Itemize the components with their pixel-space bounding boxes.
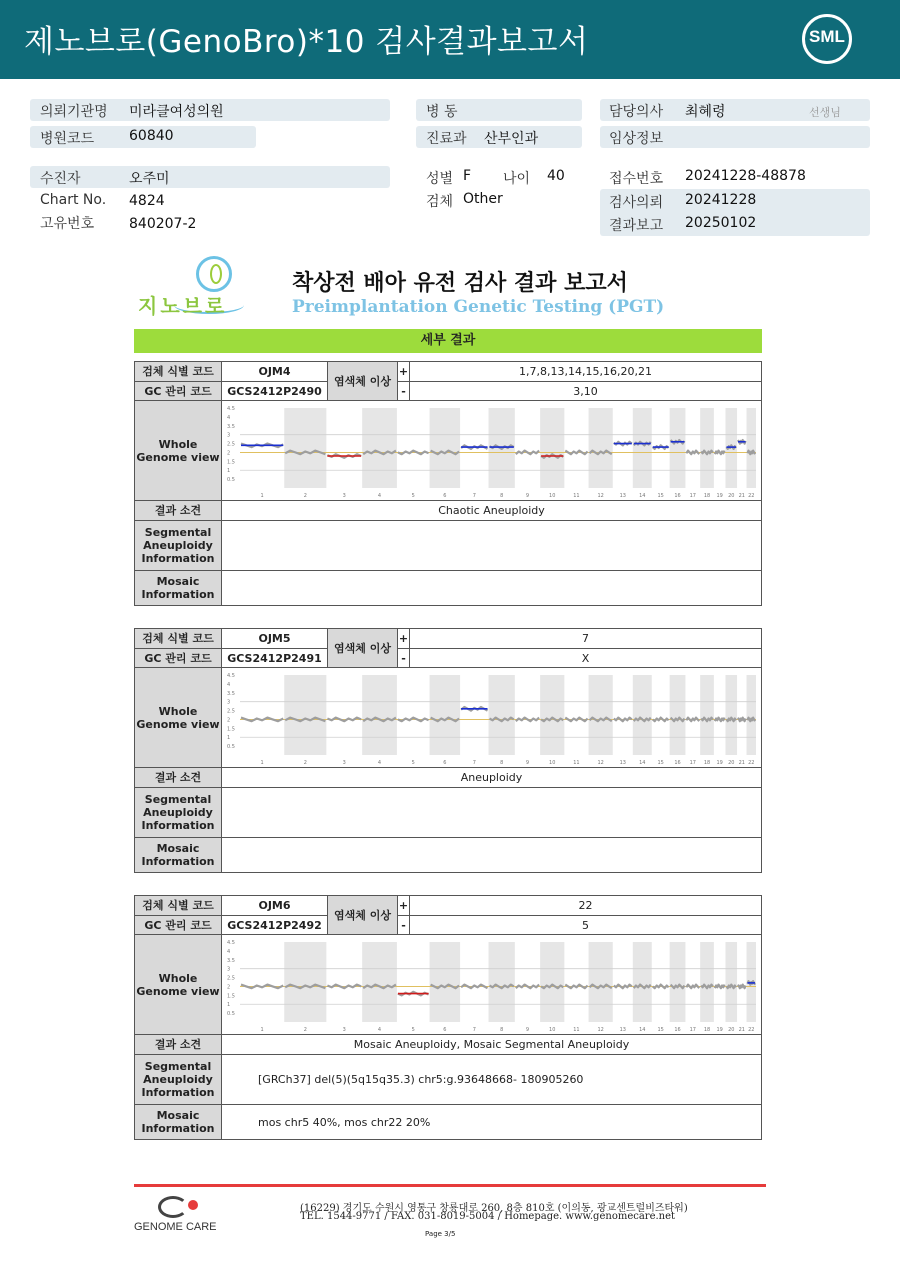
y-tick-label: 1.5	[227, 458, 235, 465]
chromosome-tick-label: 4	[377, 1026, 382, 1033]
sample-code-label: 검체 식별 코드	[135, 896, 222, 916]
chromosome-band	[430, 408, 461, 488]
specimen-value: Other	[463, 191, 503, 207]
gain-chromosomes: 7	[410, 629, 762, 649]
gain-sign: +	[398, 896, 410, 916]
sample-code-value: OJM4	[222, 362, 328, 382]
gain-chromosomes: 1,7,8,13,14,15,16,20,21	[410, 362, 762, 382]
footer-contact: TEL. 1544-9771 / FAX. 031-8019-5004 / Homepage. www.genomecare.net	[300, 1211, 676, 1222]
chromosome-tick-label: 5	[411, 1026, 415, 1033]
unique-no-value: 840207-2	[129, 216, 197, 232]
patient-row	[30, 166, 390, 188]
chromosome-band	[540, 675, 564, 755]
y-tick-label: 0.5	[227, 1010, 235, 1017]
chromosome-tick-label: 17	[689, 759, 697, 766]
chromosome-tick-label: 18	[703, 759, 711, 766]
chromosome-tick-label: 10	[549, 1026, 556, 1033]
y-tick-label: 1	[227, 734, 231, 741]
y-tick-label: 3	[227, 432, 231, 439]
whole-genome-label: Whole Genome view	[135, 935, 222, 1035]
doctor-value: 최혜령	[685, 104, 726, 120]
pgt-report-title: 착상전 배아 유전 검사 결과 보고서	[292, 271, 628, 296]
chromosome-tick-label: 19	[716, 1026, 723, 1033]
whole-genome-chart	[222, 936, 760, 1034]
chromosome-tick-label: 20	[728, 759, 735, 766]
gc-code-value: GCS2412P2491	[222, 649, 328, 668]
report-title: 제노브로(GenoBro)*10 검사결과보고서	[24, 24, 589, 60]
loss-chromosomes: X	[410, 649, 762, 668]
chromosome-tick-label: 12	[597, 759, 604, 766]
result-label: 결과 소견	[135, 501, 222, 521]
y-tick-label: 2.5	[227, 708, 235, 715]
y-tick-label: 0.5	[227, 743, 235, 750]
ward-label: 병 동	[426, 104, 458, 120]
chromosome-tick-label: 22	[748, 492, 755, 499]
mosaic-value: mos chr5 40%, mos chr22 20%	[222, 1105, 762, 1140]
chromosome-band	[670, 408, 686, 488]
chromosome-band	[362, 408, 397, 488]
dna-circle-icon	[196, 256, 232, 292]
chromosome-tick-label: 16	[674, 492, 681, 499]
chromosome-tick-label: 14	[639, 492, 646, 499]
chromosome-tick-label: 22	[748, 1026, 755, 1033]
abnormal-label: 염색체 이상	[328, 896, 398, 935]
page-number: Page 3/5	[425, 1230, 456, 1238]
chromosome-tick-label: 11	[573, 1026, 580, 1033]
sample-table	[134, 628, 762, 873]
doctor-suffix: 선생님	[809, 106, 841, 119]
mosaic-label: Mosaic Information	[135, 838, 222, 873]
chromosome-tick-label: 13	[619, 1026, 626, 1033]
chromosome-tick-label: 1	[260, 492, 264, 499]
copy-number-trace	[715, 450, 725, 454]
genome-care-name: GENOME CARE	[134, 1221, 217, 1233]
chart-no-value: 4824	[129, 193, 165, 209]
genome-care-dot-icon	[188, 1200, 198, 1210]
segmental-value	[222, 521, 762, 571]
gc-code-label: GC 관리 코드	[135, 649, 222, 668]
gc-code-value: GCS2412P2490	[222, 382, 328, 401]
copy-number-trace	[715, 984, 725, 988]
chromosome-tick-label: 21	[738, 759, 745, 766]
chromosome-tick-label: 11	[573, 492, 580, 499]
chromosome-band	[700, 942, 714, 1022]
mosaic-label: Mosaic Information	[135, 1105, 222, 1140]
chromosome-band	[589, 942, 613, 1022]
copy-number-trace	[653, 984, 669, 988]
sample-table	[134, 361, 762, 606]
chromosome-band	[589, 675, 613, 755]
chromosome-band	[540, 942, 564, 1022]
gain-sign: +	[398, 362, 410, 382]
institution-value: 미라클여성의원	[129, 104, 224, 120]
gc-code-value: GCS2412P2492	[222, 916, 328, 935]
receipt-label: 접수번호	[609, 171, 664, 187]
loss-chromosomes: 5	[410, 916, 762, 935]
copy-number-trace	[653, 717, 669, 721]
chromosome-band	[633, 408, 652, 488]
department-value: 산부인과	[484, 131, 539, 147]
y-tick-label: 3.5	[227, 423, 235, 430]
result-label: 결과 소견	[135, 768, 222, 788]
request-value: 20241228	[685, 192, 757, 208]
chromosome-tick-label: 22	[748, 759, 755, 766]
gc-code-label: GC 관리 코드	[135, 916, 222, 935]
result-value: Mosaic Aneuploidy, Mosaic Segmental Aneuploidy	[222, 1035, 762, 1055]
genobro-logo	[134, 256, 254, 318]
y-tick-label: 4.5	[227, 405, 235, 412]
chromosome-tick-label: 18	[703, 1026, 711, 1033]
y-tick-label: 1	[227, 1001, 231, 1008]
whole-genome-cell	[222, 668, 762, 768]
chromosome-tick-label: 13	[619, 492, 626, 499]
chromosome-band	[362, 942, 397, 1022]
gain-chromosomes: 22	[410, 896, 762, 916]
doctor-label: 담당의사	[609, 104, 664, 120]
chromosome-band	[633, 675, 652, 755]
chromosome-band	[747, 408, 756, 488]
chromosome-tick-label: 11	[573, 759, 580, 766]
segmental-label: Segmental Aneuploidy Information	[135, 1055, 222, 1105]
abnormal-label: 염색체 이상	[328, 362, 398, 401]
report-date-label: 결과보고	[609, 218, 664, 234]
chromosome-tick-label: 2	[303, 492, 307, 499]
hospital-code-value: 60840	[129, 128, 174, 144]
chromosome-tick-label: 9	[525, 1026, 530, 1033]
chromosome-tick-label: 6	[443, 1026, 447, 1033]
result-label: 결과 소견	[135, 1035, 222, 1055]
y-tick-label: 1	[227, 467, 231, 474]
whole-genome-label: Whole Genome view	[135, 401, 222, 501]
receipt-value: 20241228-48878	[685, 168, 806, 184]
sample-code-label: 검체 식별 코드	[135, 629, 222, 649]
footer-rule	[134, 1184, 766, 1187]
chromosome-tick-label: 6	[443, 492, 447, 499]
pgt-report-subtitle: Preimplantation Genetic Testing (PGT)	[292, 297, 665, 317]
chromosome-tick-label: 10	[549, 759, 556, 766]
chromosome-tick-label: 6	[443, 759, 447, 766]
mosaic-label: Mosaic Information	[135, 571, 222, 606]
detail-results-bar: 세부 결과	[134, 329, 762, 353]
chromosome-band	[700, 408, 714, 488]
y-tick-label: 4.5	[227, 672, 235, 679]
copy-number-trace	[715, 717, 725, 721]
chromosome-tick-label: 4	[377, 759, 382, 766]
sample-code-value: OJM6	[222, 896, 328, 916]
chart-no-label: Chart No.	[40, 192, 107, 208]
chromosome-tick-label: 15	[657, 492, 664, 499]
y-tick-label: 0.5	[227, 476, 235, 483]
chromosome-band	[725, 942, 737, 1022]
segmental-value: [GRCh37] del(5)(5q15q35.3) chr5:g.93648668- 180905260	[222, 1055, 762, 1105]
chromosome-band	[725, 675, 737, 755]
chromosome-tick-label: 5	[411, 492, 415, 499]
chromosome-band	[670, 675, 686, 755]
genome-care-logo	[134, 1196, 226, 1236]
chromosome-tick-label: 16	[674, 759, 681, 766]
chromosome-tick-label: 12	[597, 492, 604, 499]
loss-chromosomes: 3,10	[410, 382, 762, 401]
y-tick-label: 2	[227, 716, 231, 723]
chromosome-tick-label: 1	[260, 759, 264, 766]
y-tick-label: 3.5	[227, 690, 235, 697]
segmental-label: Segmental Aneuploidy Information	[135, 521, 222, 571]
chromosome-band	[362, 675, 397, 755]
patient-value: 오주미	[129, 171, 170, 187]
chromosome-tick-label: 5	[411, 759, 415, 766]
copy-number-trace	[686, 984, 699, 988]
chromosome-band	[670, 942, 686, 1022]
chromosome-tick-label: 9	[525, 492, 530, 499]
y-tick-label: 4	[227, 948, 231, 955]
chromosome-tick-label: 20	[728, 1026, 735, 1033]
whole-genome-cell	[222, 935, 762, 1035]
sex-value: F	[463, 168, 472, 184]
genome-care-g-icon	[158, 1196, 188, 1218]
copy-number-trace	[738, 717, 746, 721]
loss-sign: -	[398, 382, 410, 401]
chromosome-tick-label: 10	[549, 492, 556, 499]
clinical-label: 임상정보	[609, 131, 664, 147]
segmental-value	[222, 788, 762, 838]
mosaic-value	[222, 838, 762, 873]
y-tick-label: 2.5	[227, 975, 235, 982]
chromosome-band	[633, 942, 652, 1022]
genobro-logo-text: 지노브로	[138, 294, 228, 318]
chromosome-tick-label: 8	[500, 1026, 504, 1033]
chromosome-tick-label: 14	[639, 759, 646, 766]
chromosome-tick-label: 14	[639, 1026, 646, 1033]
y-tick-label: 1.5	[227, 725, 235, 732]
chromosome-tick-label: 15	[657, 1026, 664, 1033]
chromosome-band	[540, 408, 564, 488]
copy-number-trace	[738, 984, 746, 988]
sample-code-value: OJM5	[222, 629, 328, 649]
chromosome-band	[430, 675, 461, 755]
chromosome-tick-label: 21	[738, 1026, 745, 1033]
y-tick-label: 2	[227, 449, 231, 456]
request-label: 검사의뢰	[609, 195, 664, 211]
copy-number-trace	[516, 717, 539, 721]
segmental-label: Segmental Aneuploidy Information	[135, 788, 222, 838]
chromosome-band	[489, 675, 515, 755]
chromosome-tick-label: 3	[342, 492, 346, 499]
whole-genome-cell	[222, 401, 762, 501]
y-tick-label: 3.5	[227, 957, 235, 964]
y-tick-label: 3	[227, 699, 231, 706]
chromosome-tick-label: 21	[738, 492, 745, 499]
chromosome-tick-label: 13	[619, 759, 626, 766]
chromosome-band	[284, 675, 326, 755]
hospital-code-label: 병원코드	[40, 131, 95, 147]
y-tick-label: 4.5	[227, 939, 235, 946]
y-tick-label: 4	[227, 414, 231, 421]
chromosome-tick-label: 7	[472, 1026, 476, 1033]
department-label: 진료과	[426, 131, 467, 147]
chromosome-tick-label: 20	[728, 492, 735, 499]
chromosome-tick-label: 4	[377, 492, 382, 499]
age-value: 40	[547, 168, 565, 184]
chromosome-tick-label: 15	[657, 759, 664, 766]
chromosome-band	[284, 942, 326, 1022]
loss-sign: -	[398, 916, 410, 935]
chromosome-tick-label: 7	[472, 759, 476, 766]
copy-number-trace	[516, 450, 539, 454]
patient-info	[0, 0, 900, 240]
chromosome-tick-label: 17	[689, 492, 697, 499]
unique-no-label: 고유번호	[40, 216, 95, 232]
abnormal-label: 염색체 이상	[328, 629, 398, 668]
chromosome-band	[700, 675, 714, 755]
chromosome-tick-label: 16	[674, 1026, 681, 1033]
sample-table	[134, 895, 762, 1140]
chromosome-band	[589, 408, 613, 488]
whole-genome-chart	[222, 402, 760, 500]
chromosome-band	[489, 942, 515, 1022]
chromosome-band	[747, 675, 756, 755]
patient-label: 수진자	[40, 171, 81, 187]
footer-address: (16229) 경기도 수원시 영통구 창룡대로 260, 8층 810호 (이의동, 광교센트럴비즈타워)	[300, 1203, 688, 1214]
chromosome-tick-label: 8	[500, 492, 504, 499]
sml-logo-text: SML	[809, 27, 845, 46]
chromosome-tick-label: 2	[303, 1026, 307, 1033]
whole-genome-label: Whole Genome view	[135, 668, 222, 768]
loss-sign: -	[398, 649, 410, 668]
whole-genome-chart	[222, 669, 760, 767]
y-tick-label: 1.5	[227, 992, 235, 999]
chromosome-tick-label: 1	[260, 1026, 264, 1033]
age-label: 나이	[503, 171, 531, 187]
y-tick-label: 2.5	[227, 441, 235, 448]
chromosome-band	[284, 408, 326, 488]
result-value: Aneuploidy	[222, 768, 762, 788]
chromosome-tick-label: 9	[525, 759, 530, 766]
chromosome-tick-label: 2	[303, 759, 307, 766]
sample-code-label: 검체 식별 코드	[135, 362, 222, 382]
copy-number-trace	[516, 984, 539, 988]
copy-number-trace	[686, 717, 699, 721]
copy-number-trace	[686, 450, 699, 454]
mosaic-value	[222, 571, 762, 606]
result-value: Chaotic Aneuploidy	[222, 501, 762, 521]
chromosome-tick-label: 3	[342, 1026, 346, 1033]
y-tick-label: 3	[227, 966, 231, 973]
chromosome-tick-label: 3	[342, 759, 346, 766]
sex-label: 성별	[426, 171, 454, 187]
chromosome-band	[430, 942, 461, 1022]
institution-label: 의뢰기관명	[40, 104, 108, 120]
chromosome-tick-label: 19	[716, 492, 723, 499]
gc-code-label: GC 관리 코드	[135, 382, 222, 401]
chromosome-tick-label: 18	[703, 492, 711, 499]
chromosome-tick-label: 7	[472, 492, 476, 499]
chromosome-tick-label: 12	[597, 1026, 604, 1033]
y-tick-label: 2	[227, 983, 231, 990]
chromosome-tick-label: 19	[716, 759, 723, 766]
chromosome-tick-label: 8	[500, 759, 504, 766]
report-date-value: 20250102	[685, 215, 757, 231]
gain-sign: +	[398, 629, 410, 649]
y-tick-label: 4	[227, 681, 231, 688]
chromosome-tick-label: 17	[689, 1026, 697, 1033]
specimen-label: 검체	[426, 194, 454, 210]
